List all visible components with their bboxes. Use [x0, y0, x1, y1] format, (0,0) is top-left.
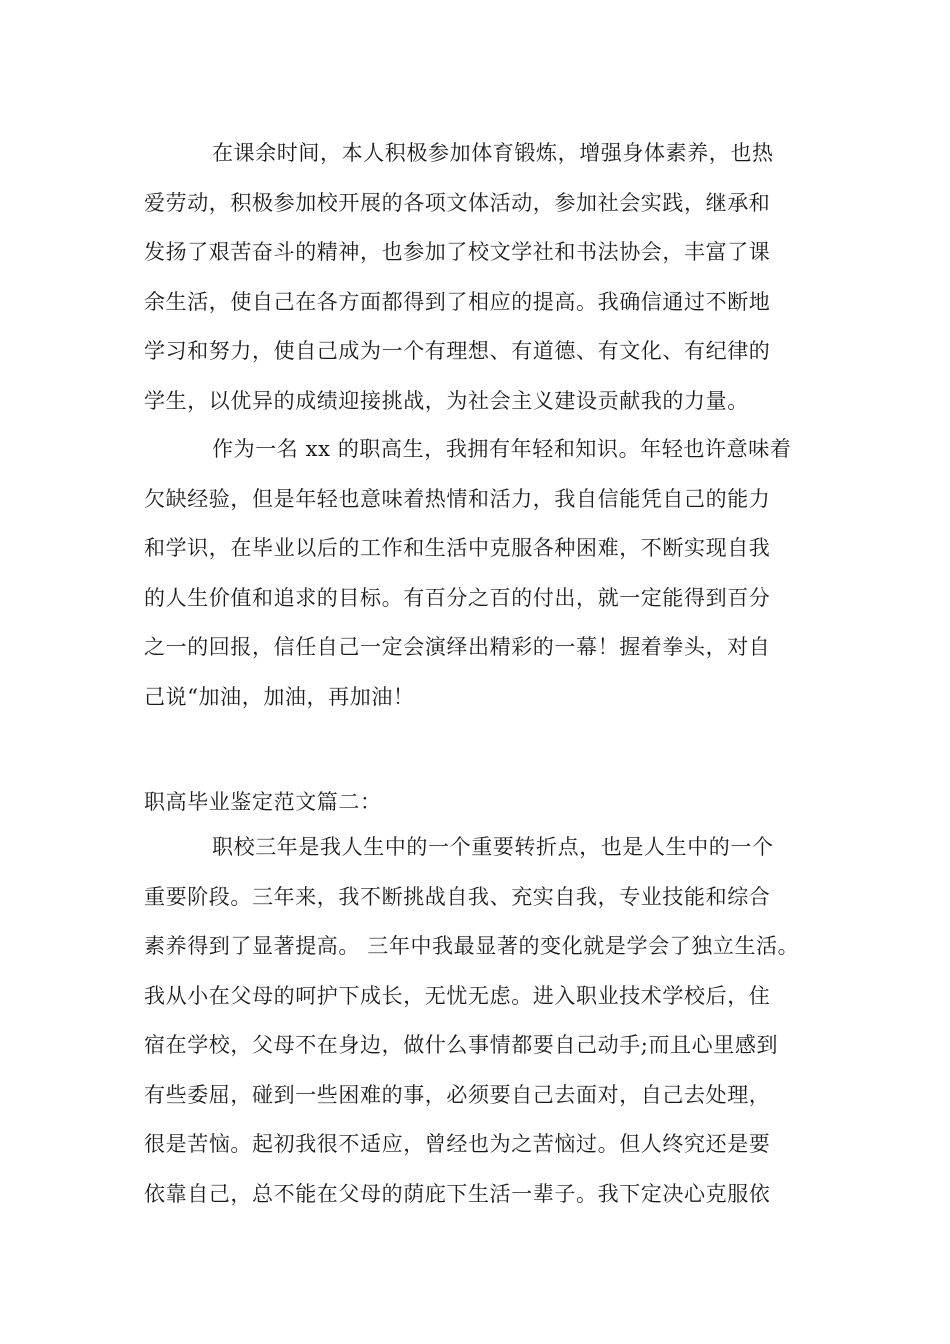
paragraph-line: 学习和努力，使自己成为一个有理想、有道德、有文化、有纪律的: [144, 339, 771, 363]
paragraph-line: 余生活，使自己在各方面都得到了相应的提高。我确信通过不断地: [144, 289, 771, 314]
paragraph-1: [144, 129, 824, 426]
paragraph-line: 之一的回报，信任自己一定会演绎出精彩的一幕！握着拳头，对自: [144, 635, 771, 659]
paragraph-line: 的人生价值和追求的目标。有百分之百的付出，就一定能得到百分: [144, 585, 771, 610]
paragraph-3: [144, 823, 824, 1219]
section-heading-text: 职高毕业鉴定范文篇二：: [144, 790, 382, 814]
paragraph-line: 职校三年是我人生中的一个重要转折点，也是人生中的一个: [212, 835, 774, 859]
paragraph-line: 作为一名 xx 的职高生，我拥有年轻和知识。年轻也许意味着: [212, 437, 792, 461]
paragraph-line: 在课余时间，本人积极参加体育锻炼，增强身体素养，也热: [212, 141, 774, 165]
section-heading: [144, 778, 824, 828]
paragraph-line: 己说“加油，加油，再加油！: [144, 684, 415, 709]
paragraph-line: 很是苦恼。起初我很不适应，曾经也为之苦恼过。但人终究还是要: [144, 1132, 771, 1156]
paragraph-line: 发扬了艰苦奋斗的精神，也参加了校文学社和书法协会，丰富了课: [144, 240, 771, 264]
paragraph-line: 学生，以优异的成绩迎接挑战，为社会主义建设贡献我的力量。: [144, 388, 749, 413]
paragraph-line: 和学识，在毕业以后的工作和生活中克服各种困难，不断实现自我: [144, 536, 771, 560]
paragraph-line: 素养得到了显著提高。 三年中我最显著的变化就是学会了独立生活。: [144, 934, 800, 958]
paragraph-line: 欠缺经验，但是年轻也意味着热情和活力，我自信能凭自己的能力: [144, 486, 771, 511]
paragraph-line: 有些委屈，碰到一些困难的事，必须要自己去面对，自己去处理，: [144, 1082, 771, 1107]
paragraph-line: 宿在学校，父母不在身边，做什么事情都要自己动手;而且心里感到: [144, 1033, 779, 1057]
paragraph-line: 我从小在父母的呵护下成长，无忧无虑。进入职业技术学校后，住: [144, 983, 771, 1008]
paragraph-line: 重要阶段。三年来，我不断挑战自我、充实自我，专业技能和综合: [144, 884, 771, 909]
paragraph-line: 依靠自己，总不能在父母的荫庇下生活一辈子。我下定决心克服依: [144, 1181, 771, 1206]
paragraph-line: 爱劳动，积极参加校开展的各项文体活动，参加社会实践，继承和: [144, 190, 771, 215]
paragraph-2: [144, 425, 824, 722]
